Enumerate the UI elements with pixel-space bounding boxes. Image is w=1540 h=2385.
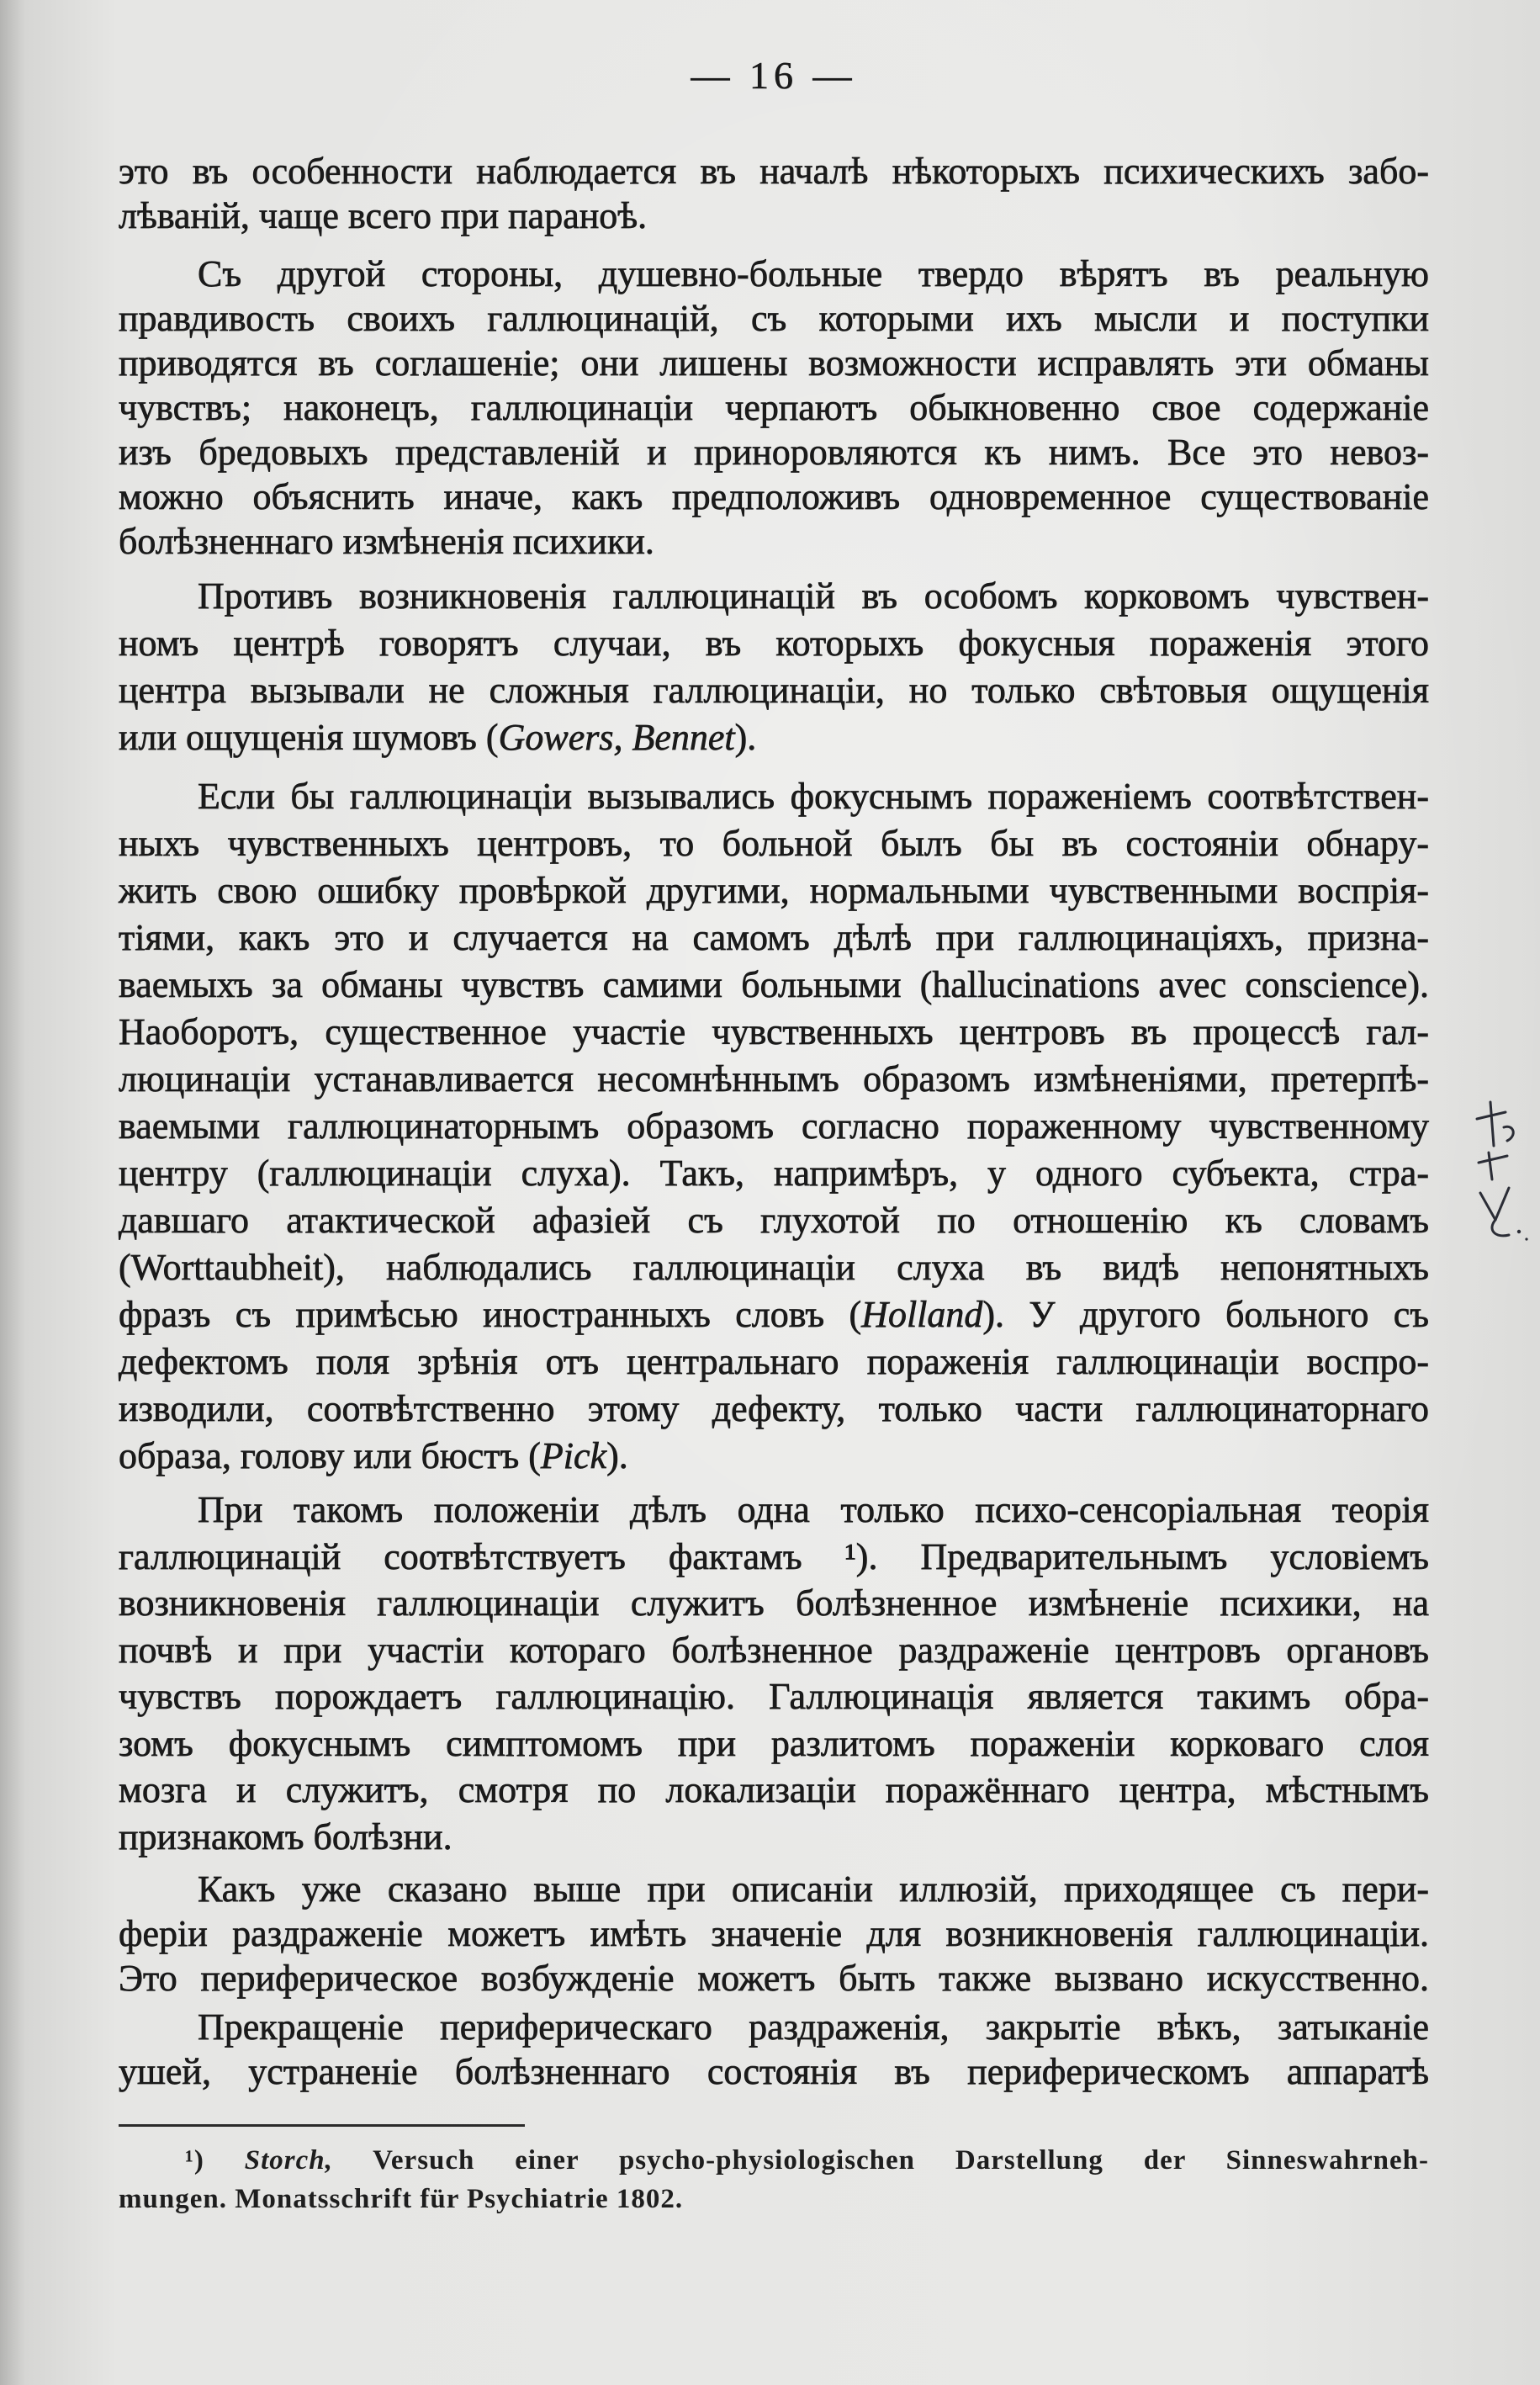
text-line: люцинаціи устанавливается несомнѣннымъ образомъ измѣненіями, претерпѣ- — [119, 1058, 1429, 1100]
author-citation: Pick — [540, 1435, 607, 1476]
footnote-author: Storch, — [244, 2145, 333, 2176]
text-line: изъ бредовыхъ представленій и приноровляются къ нимъ. Все это невоз- — [119, 432, 1429, 473]
text-line: лѣваній, чаще всего при параноѣ. — [119, 195, 648, 236]
paragraph — [119, 2005, 1429, 2094]
text-line: ушей, устраненіе болѣзненнаго состоянія въ периферическомъ аппаратѣ — [119, 2051, 1429, 2092]
text-line: возникновенія галлюцинаціи служитъ болѣзненное измѣненіе психики, на — [119, 1582, 1429, 1624]
author-citation: Holland — [861, 1294, 983, 1335]
author-citation: Gowers, Bennet — [498, 717, 735, 758]
text-segment: образа, голову или бюстъ ( — [119, 1435, 541, 1476]
text-line: центру (галлюцинаціи слуха). Такъ, напримѣръ, у одного субъекта, стра- — [119, 1153, 1429, 1194]
paragraph — [119, 149, 1429, 238]
text-line: Какъ уже сказано выше при описаніи иллюзій, приходящее съ пери- — [198, 1868, 1429, 1910]
page-number: — 16 — — [691, 54, 857, 97]
text-line: Это периферическое возбужденіе можетъ быть также вызвано искусственно. — [119, 1958, 1429, 1999]
text-line — [119, 1291, 1429, 1338]
text-line: Наоборотъ, существенное участіе чувственныхъ центровъ въ процессѣ гал- — [119, 1011, 1429, 1052]
footnote-line — [119, 2141, 1429, 2180]
text-line: ваемыхъ за обманы чувствъ самими больными (hallucinations avec conscience). — [119, 964, 1429, 1005]
text-line: можно объяснить иначе, какъ предположивъ одновременное существованіе — [119, 476, 1429, 517]
paragraph — [119, 573, 1429, 761]
text-line: номъ центрѣ говорятъ случаи, въ которыхъ фокусныя пораженія этого — [119, 623, 1429, 664]
text-line: почвѣ и при участіи котораго болѣзненное раздраженіе центровъ органовъ — [119, 1629, 1429, 1671]
text-line: изводили, соотвѣтственно этому дефекту, только части галлюцинаторнаго — [119, 1388, 1429, 1429]
text-line: приводятся въ соглашеніе; они лишены возможности исправлять эти обманы — [119, 342, 1429, 384]
footnote-line: mungen. Monatsschrift für Psychiatrie 1802. — [119, 2184, 684, 2214]
paragraph — [119, 252, 1429, 564]
handwritten-margin-mark — [1470, 1094, 1533, 1253]
text-line: При такомъ положеніи дѣлъ одна только психо-сенсоріальная теорія — [198, 1489, 1429, 1530]
text-segment: ). — [606, 1435, 628, 1476]
paragraph — [119, 1487, 1429, 1860]
footnote-marker: ¹) — [185, 2145, 204, 2176]
text-line: это въ особенности наблюдается въ началѣ нѣкоторыхъ психическихъ забо- — [119, 151, 1429, 192]
text-line — [119, 1433, 1429, 1480]
text-line: центра вызывали не сложныя галлюцинаціи, но только свѣтовыя ощущенія — [119, 670, 1429, 711]
text-line: галлюцинацій соотвѣтствуетъ фактамъ ¹). Предварительнымъ условіемъ — [119, 1535, 1429, 1577]
text-line: феріи раздраженіе можетъ имѣть значеніе для возникновенія галлюцинаціи. — [119, 1913, 1429, 1954]
text-line: зомъ фокуснымъ симптомомъ при разлитомъ пораженіи корковаго слоя — [119, 1722, 1429, 1764]
text-line: ваемыми галлюцинаторнымъ образомъ согласно пораженному чувственному — [119, 1105, 1429, 1147]
text-line — [119, 714, 1429, 761]
text-line: дефектомъ поля зрѣнія отъ центральнаго пораженія галлюцинаціи воспро- — [119, 1341, 1429, 1382]
text-line: правдивость своихъ галлюцинацій, съ которыми ихъ мысли и поступки — [119, 298, 1429, 339]
text-segment: фразъ съ примѣсью иностранныхъ словъ ( — [119, 1294, 862, 1335]
text-line: ныхъ чувственныхъ центровъ, то больной былъ бы въ состояніи обнару- — [119, 823, 1429, 864]
text-line: Противъ возникновенія галлюцинацій въ особомъ корковомъ чувствен- — [198, 575, 1429, 617]
text-line: давшаго атактической афазіей съ глухотой по отношенію къ словамъ — [119, 1200, 1429, 1241]
footnote — [119, 2141, 1429, 2218]
text-segment: или ощущенія шумовъ ( — [119, 717, 499, 758]
text-line: болѣзненнаго измѣненія психики. — [119, 521, 654, 562]
paragraph — [119, 773, 1429, 1480]
text-line: чувствъ порождаетъ галлюцинацію. Галлюцинація является такимъ обра- — [119, 1676, 1429, 1717]
text-line: чувствъ; наконецъ, галлюцинаціи черпаютъ обыкновенно свое содержаніе — [119, 387, 1429, 428]
footnote-text: Versuch einer psycho-physiologischen Darstellung der Sinneswahrneh- — [373, 2145, 1429, 2176]
text-line: жить свою ошибку провѣркой другими, нормальными чувственными воспрія- — [119, 870, 1429, 911]
text-segment: ). У другого больного съ — [982, 1294, 1430, 1335]
text-line: признакомъ болѣзни. — [119, 1815, 452, 1858]
text-line: Съ другой стороны, душевно-больные твердо вѣрятъ въ реальную — [198, 253, 1429, 294]
text-segment: ). — [734, 717, 757, 758]
text-line: Если бы галлюцинаціи вызывались фокуснымъ пораженіемъ соотвѣтствен- — [198, 776, 1429, 817]
text-line: Прекращеніе периферическаго раздраженія, закрытіе вѣкъ, затыканіе — [198, 2006, 1429, 2048]
footnote-rule — [119, 2124, 525, 2127]
text-line: (Worttaubheit), наблюдались галлюцинаціи слуха въ видѣ непонятныхъ — [119, 1247, 1429, 1288]
text-line: мозга и служитъ, смотря по локализаціи поражённаго центра, мѣстнымъ — [119, 1769, 1429, 1810]
text-line: тіями, какъ это и случается на самомъ дѣлѣ при галлюцинаціяхъ, призна- — [119, 917, 1429, 958]
paragraph — [119, 1867, 1429, 2001]
